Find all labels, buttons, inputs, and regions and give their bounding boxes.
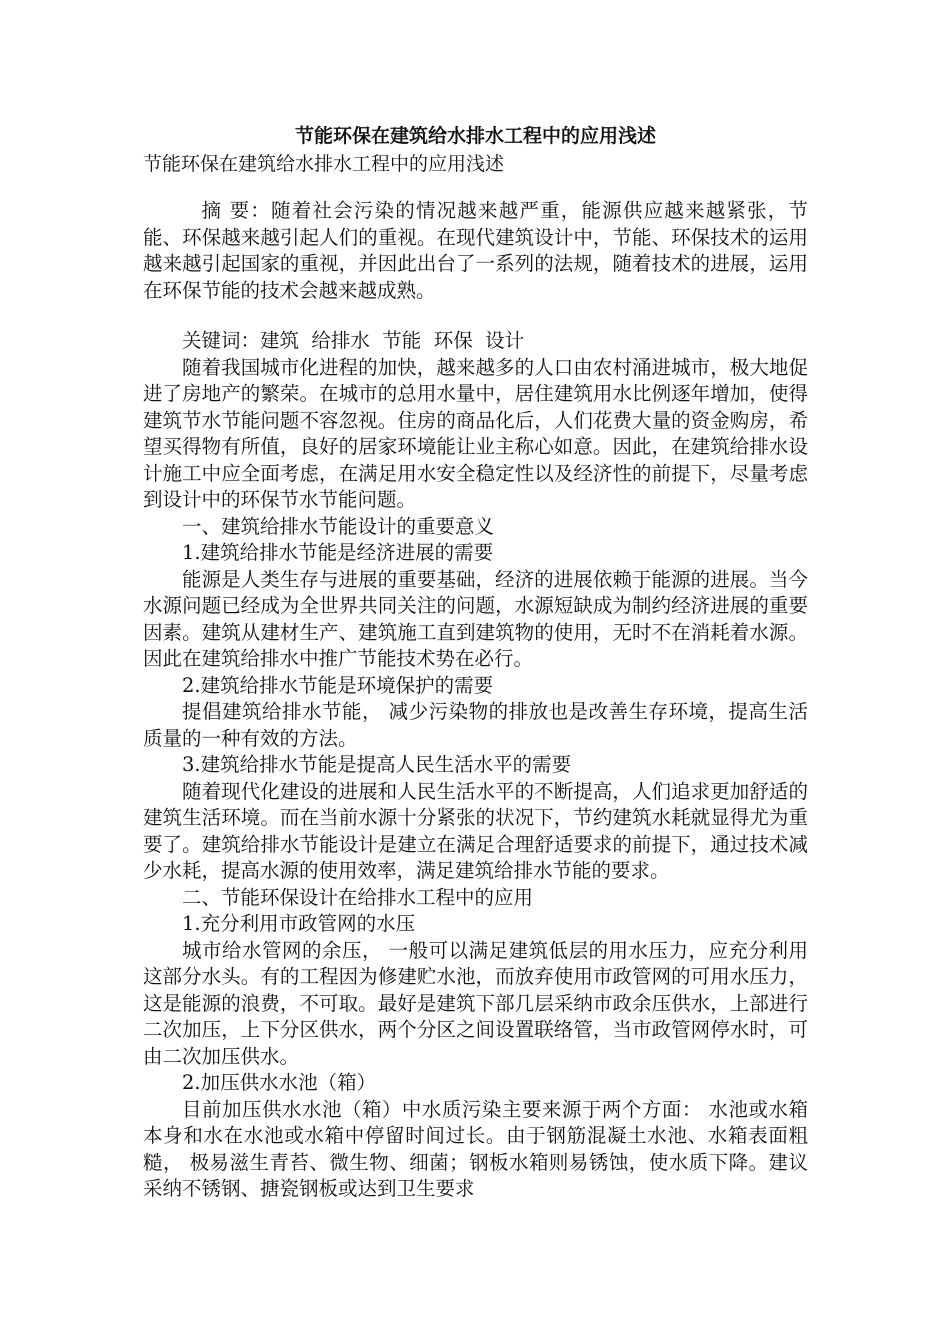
section-2-item-1-heading: 1.充分利用市政管网的水压 xyxy=(182,912,416,935)
section-1-item-3-heading: 3.建筑给排水节能是提高人民生活水平的需要 xyxy=(182,753,572,776)
section-1-item-1-heading: 1.建筑给排水节能是经济进展的需要 xyxy=(182,541,494,564)
section-1-heading: 一、建筑给排水节能设计的重要意义 xyxy=(182,514,495,538)
intro-paragraph: 随着我国城市化进程的加快，越来越多的人口由农村涌进城市，极大地促进了房地产的繁荣。在城市的总用水量中，居住建筑用水比例逐年增加，使得建筑节水节能问题不容忽视。住房的商品化后，人们花费大量的资金购房，希望买得物有所值，良好的居家环境能让业主称心如意。因此，在建筑给排水设计施工中应全面考虑，在满足用水安全稳定性以及经济性的前提下，尽量考虑到设计中的环保节水节能问题。 xyxy=(143,355,808,511)
abstract-paragraph: 摘 要：随着社会污染的情况越来越严重，能源供应越来越紧张，节能、环保越来越引起人们的重视。在现代建筑设计中，节能、环保技术的运用越来越引起国家的重视，并因此出台了一系列的法规，随着技术的进展，运用在环保节能的技术会越来越成熟。 xyxy=(143,199,808,302)
section-2-item-2-heading: 2.加压供水水池（箱） xyxy=(182,1071,377,1094)
section-2-item-1-paragraph: 城市给水管网的余压， 一般可以满足建筑低层的用水压力，应充分利用这部分水头。有的工程因为修建贮水池，而放弃使用市政管网的可用水压力， 这是能源的浪费，不可取。最好是建筑下部几层采纳市政余压供水，上部进行二次加压，上下分区供水，两个分区之间设置联络管，当市政管网停水时，可由二次加压供水。 xyxy=(143,938,808,1068)
section-1-item-1-paragraph: 能源是人类生存与进展的重要基础，经济的进展依赖于能源的进展。当今水源问题已经成为全世界共同关注的问题，水源短缺成为制约经济进展的重要因素。建筑从建材生产、建筑施工直到建筑物的使用，无时不在消耗着水源。因此在建筑给排水中推广节能技术势在必行。 xyxy=(143,567,808,670)
section-1-item-3-paragraph: 随着现代化建设的进展和人民生活水平的不断提高，人们追求更加舒适的建筑生活环境。而在当前水源十分紧张的状况下，节约建筑水耗就显得尤为重要了。建筑给排水节能设计是建立在满足合理舒适要求的前提下，通过技术减少水耗，提高水源的使用效率，满足建筑给排水节能的要求。 xyxy=(143,779,808,882)
document-subtitle: 节能环保在建筑给水排水工程中的应用浅述 xyxy=(143,153,505,175)
section-2-item-2-paragraph: 目前加压供水水池（箱）中水质污染主要来源于两个方面： 水池或水箱本身和水在水池或水箱中停留时间过长。由于钢筋混凝土水池、水箱表面粗糙， 极易滋生青苔、微生物、细菌；钢板水箱则易锈蚀，使水质下降。建议采纳不锈钢、搪瓷钢板或达到卫生要求 xyxy=(143,1097,808,1200)
section-2-heading: 二、节能环保设计在给排水工程中的应用 xyxy=(182,885,534,909)
document-title: 节能环保在建筑给水排水工程中的应用浅述 xyxy=(294,125,656,147)
document-body xyxy=(143,120,808,1203)
section-1-item-2-heading: 2.建筑给排水节能是环境保护的需要 xyxy=(182,673,494,697)
section-1-item-2-paragraph: 提倡建筑给排水节能， 减少污染物的排放也是改善生存环境，提高生活质量的一种有效的方法。 xyxy=(143,700,808,750)
keywords-line: 关键词：建筑 给排水 节能 环保 设计 xyxy=(182,329,525,352)
